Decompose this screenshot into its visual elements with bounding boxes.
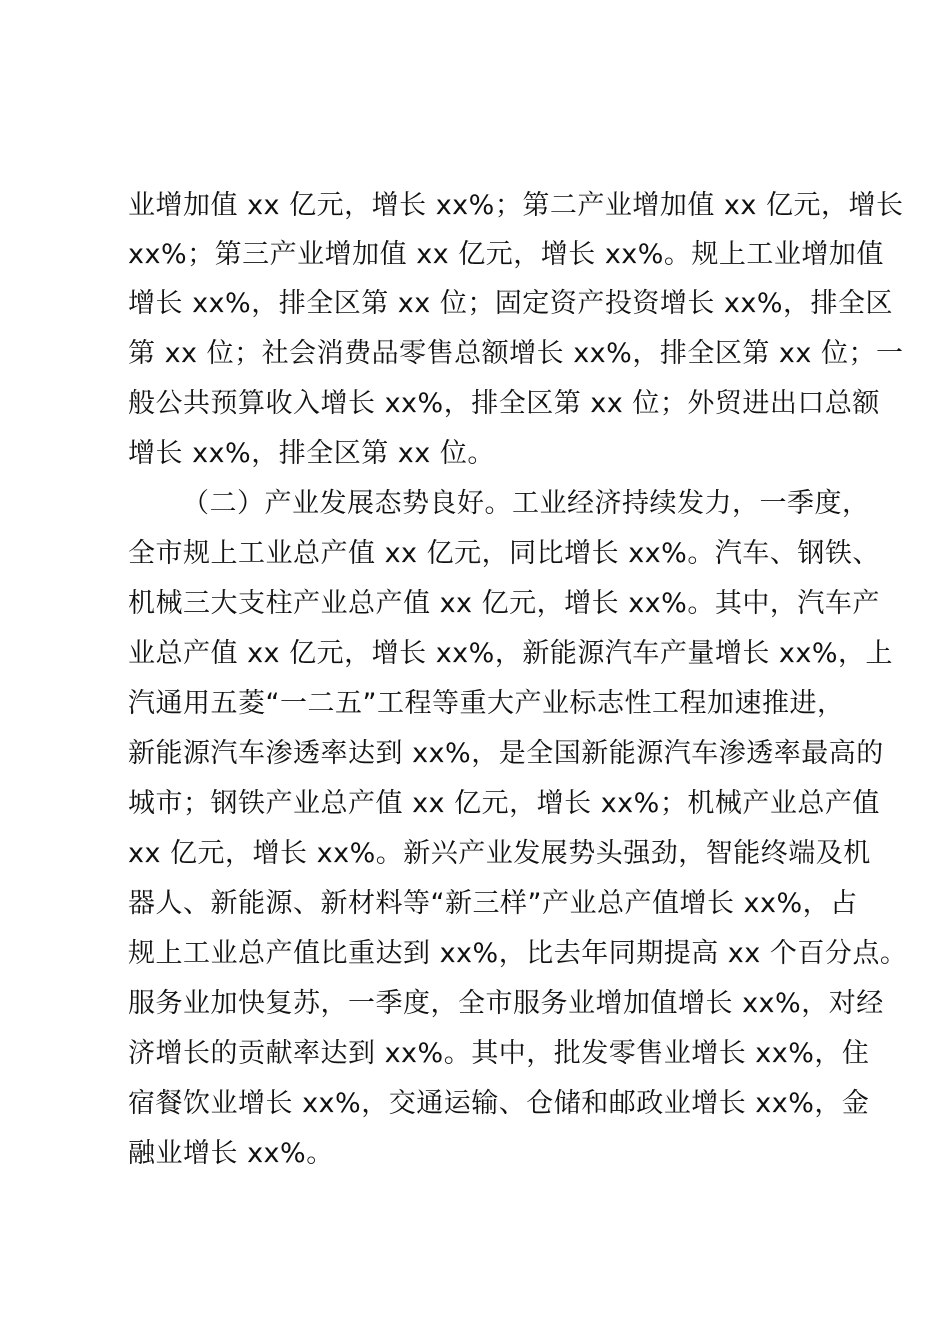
text-line: 器人、新能源、新材料等“新三样”产业总产值增长 xx%，占 [128, 888, 858, 919]
text-line: 济增长的贡献率达到 xx%。其中，批发零售业增长 xx%，住 [128, 1038, 870, 1069]
text-line: 汽通用五菱“一二五”工程等重大产业标志性工程加速推进， [128, 688, 845, 719]
text-line: 业增加值 xx 亿元，增长 xx%；第二产业增加值 xx 亿元，增长 [128, 190, 904, 221]
text-line: 宿餐饮业增长 xx%，交通运输、仓储和邮政业增长 xx%，金 [128, 1088, 870, 1119]
text-line: xx%；第三产业增加值 xx 亿元，增长 xx%。规上工业增加值 [128, 239, 884, 270]
text-line: 第 xx 位；社会消费品零售总额增长 xx%，排全区第 xx 位；一 [128, 338, 904, 369]
text-line: xx 亿元，增长 xx%。新兴产业发展势头强劲，智能终端及机 [128, 838, 871, 869]
text-line: 服务业加快复苏，一季度，全市服务业增加值增长 xx%，对经 [128, 988, 884, 1019]
text-line: 增长 xx%，排全区第 xx 位；固定资产投资增长 xx%，排全区 [128, 288, 894, 319]
section-heading-line: （二）产业发展态势良好。工业经济持续发力，一季度， [182, 488, 870, 519]
text-line: 业总产值 xx 亿元，增长 xx%，新能源汽车产量增长 xx%，上 [128, 638, 894, 669]
text-line: 融业增长 xx%。 [128, 1138, 334, 1169]
text-line: 全市规上工业总产值 xx 亿元，同比增长 xx%。汽车、钢铁、 [128, 538, 880, 569]
text-line: 规上工业总产值比重达到 xx%，比去年同期提高 xx 个百分点。 [128, 938, 908, 969]
text-line: 新能源汽车渗透率达到 xx%，是全国新能源汽车渗透率最高的 [128, 738, 884, 769]
text-line: 机械三大支柱产业总产值 xx 亿元，增长 xx%。其中，汽车产 [128, 588, 880, 619]
text-line: 般公共预算收入增长 xx%，排全区第 xx 位；外贸进出口总额 [128, 388, 880, 419]
text-line: 增长 xx%，排全区第 xx 位。 [128, 438, 495, 469]
text-line: 城市；钢铁产业总产值 xx 亿元，增长 xx%；机械产业总产值 [128, 788, 880, 819]
